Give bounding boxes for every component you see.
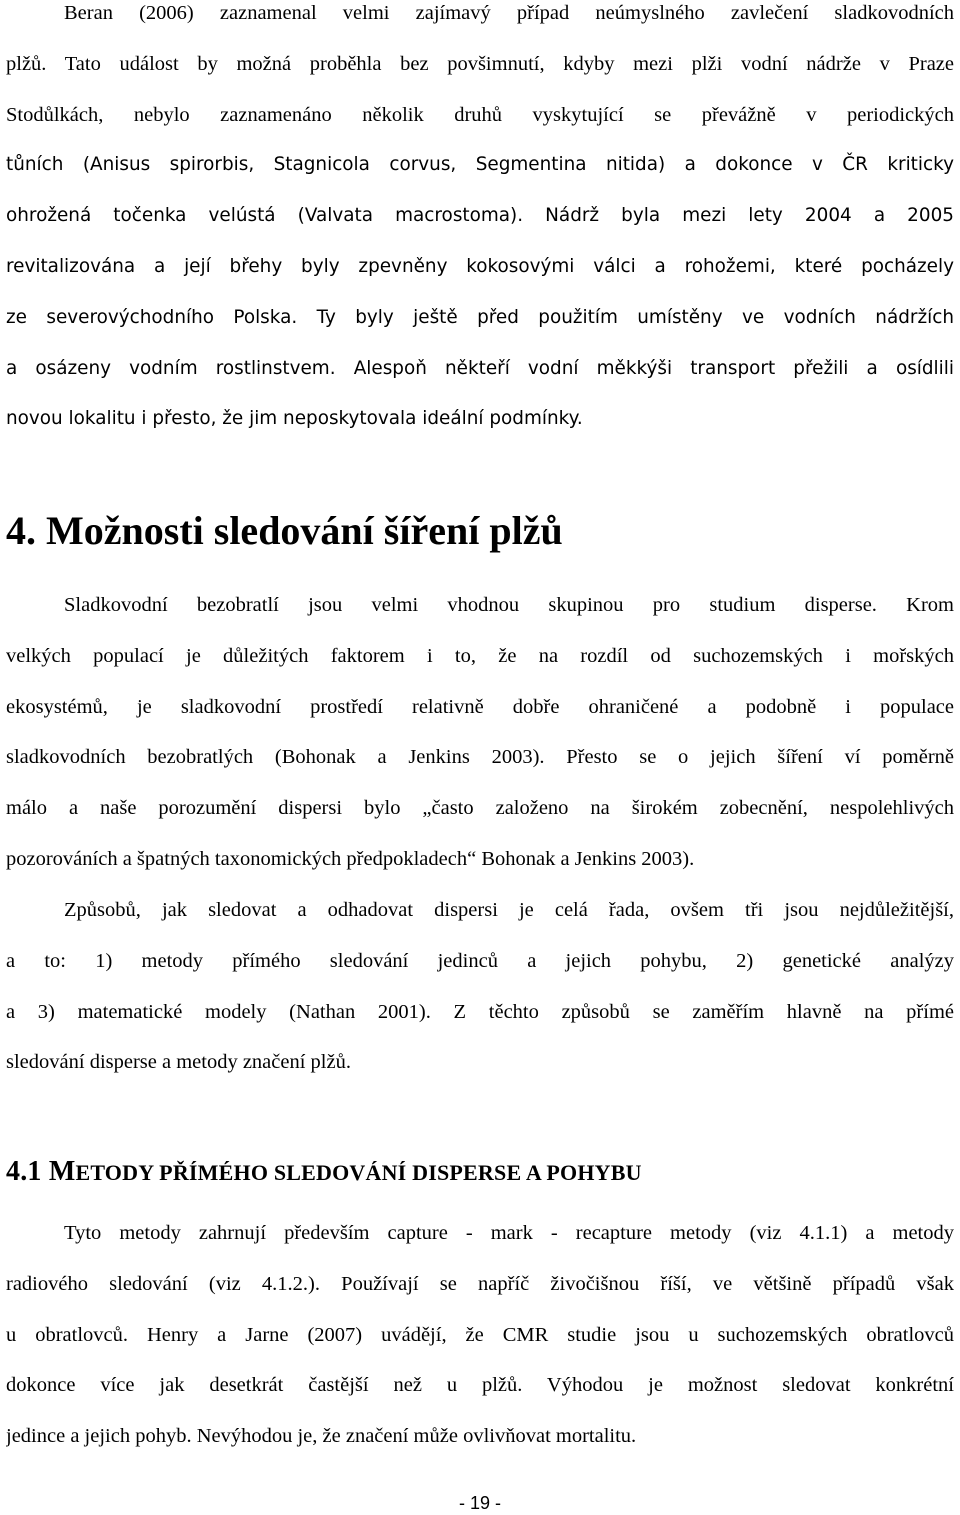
text-line: málo a naše porozumění dispersi bylo „často založeno na širokém zobecnění, nespolehlivých bbox=[6, 797, 954, 820]
text-line: novou lokalitu i přesto, že jim neposkytovala ideální podmínky. bbox=[6, 408, 583, 430]
text-line: pozorováních a špatných taxonomických předpokladech“ Bohonak a Jenkins 2003). bbox=[6, 847, 695, 870]
text-line: jedince a jejich pohyb. Nevýhodou je, že značení může ovlivňovat mortalitu. bbox=[6, 1425, 637, 1448]
paragraph-freshwater-invertebrates bbox=[6, 580, 954, 885]
text-line: revitalizována a její břehy byly zpevněny kokosovými válci a rohožemi, které pocházely bbox=[6, 255, 954, 277]
text-line: a to: 1) metody přímého sledování jedinců a jejich pohybu, 2) genetické analýzy bbox=[6, 949, 954, 972]
text-line: u obratlovců. Henry a Jarne (2007) uvádějí, že CMR studie jsou u suchozemských obratlovců bbox=[6, 1323, 954, 1346]
text-line: ze severovýchodního Polska. Ty byly ještě před použitím umístěny ve vodních nádržích bbox=[6, 306, 954, 328]
paragraph-beran-case bbox=[6, 0, 954, 445]
text-line: Beran (2006) zaznamenal velmi zajímavý případ neúmyslného zavlečení sladkovodních bbox=[64, 2, 954, 24]
text-line: radiového sledování (viz 4.1.2.). Používají se napříč živočišnou říší, ve většině případů však bbox=[6, 1272, 954, 1295]
paragraph-cmr-methods bbox=[6, 1208, 954, 1462]
text-line: sledování disperse a metody značení plžů. bbox=[6, 1051, 351, 1074]
text-line: ekosystémů, je sladkovodní prostředí relativně dobře ohraničené a podobně i populace bbox=[6, 695, 954, 718]
heading-small-caps: ETODY PŘÍMÉHO SLEDOVÁNÍ DISPERSE A POHYBU bbox=[75, 1160, 642, 1185]
heading-first-letter: M bbox=[48, 1156, 76, 1187]
text-line: a 3) matematické modely (Nathan 2001). Z těchto způsobů se zaměřím hlavně na přímé bbox=[6, 1000, 954, 1023]
heading-number: 4.1 bbox=[6, 1156, 49, 1187]
text-line: ohrožená točenka velústá (Valvata macrostoma). Nádrž byla mezi lety 2004 a 2005 bbox=[6, 205, 954, 227]
page-number: - 19 - bbox=[458, 1493, 501, 1513]
text-line: tůních (Anisus spirorbis, Stagnicola corvus, Segmentina nitida) a dokonce v ČR kriticky bbox=[6, 154, 954, 176]
text-line: Tyto metody zahrnují především capture - mark - recapture metody (viz 4.1.1) a metody bbox=[64, 1222, 954, 1244]
text-line: sladkovodních bezobratlých (Bohonak a Jenkins 2003). Přesto se o jejich šíření ví poměrně bbox=[6, 746, 954, 769]
text-line: plžů. Tato událost by možná proběhla bez povšimnutí, kdyby mezi plži vodní nádrže v Praze bbox=[6, 52, 954, 75]
section-heading-4-1 bbox=[6, 1150, 642, 1195]
text-line: Stodůlkách, nebylo zaznamenáno několik druhů vyskytující se převážně v periodických bbox=[6, 103, 954, 126]
text-line: dokonce více jak desetkrát častější než u plžů. Výhodou je možnost sledovat konkrétní bbox=[6, 1374, 954, 1397]
text-line: a osázeny vodním rostlinstvem. Alespoň někteří vodní měkkýši transport přežili a osídlili bbox=[6, 357, 954, 379]
text-line: Sladkovodní bezobratlí jsou velmi vhodnou skupinou pro studium disperse. Krom bbox=[64, 594, 954, 616]
text-line: velkých populací je důležitých faktorem i to, že na rozdíl od suchozemských i mořských bbox=[6, 644, 954, 667]
section-heading-4: 4. Možnosti sledování šíření plžů bbox=[6, 508, 563, 553]
text-line: Způsobů, jak sledovat a odhadovat dispersi je celá řada, ovšem tři jsou nejdůležitější, bbox=[64, 899, 954, 921]
paragraph-dispersal-methods bbox=[6, 885, 954, 1088]
